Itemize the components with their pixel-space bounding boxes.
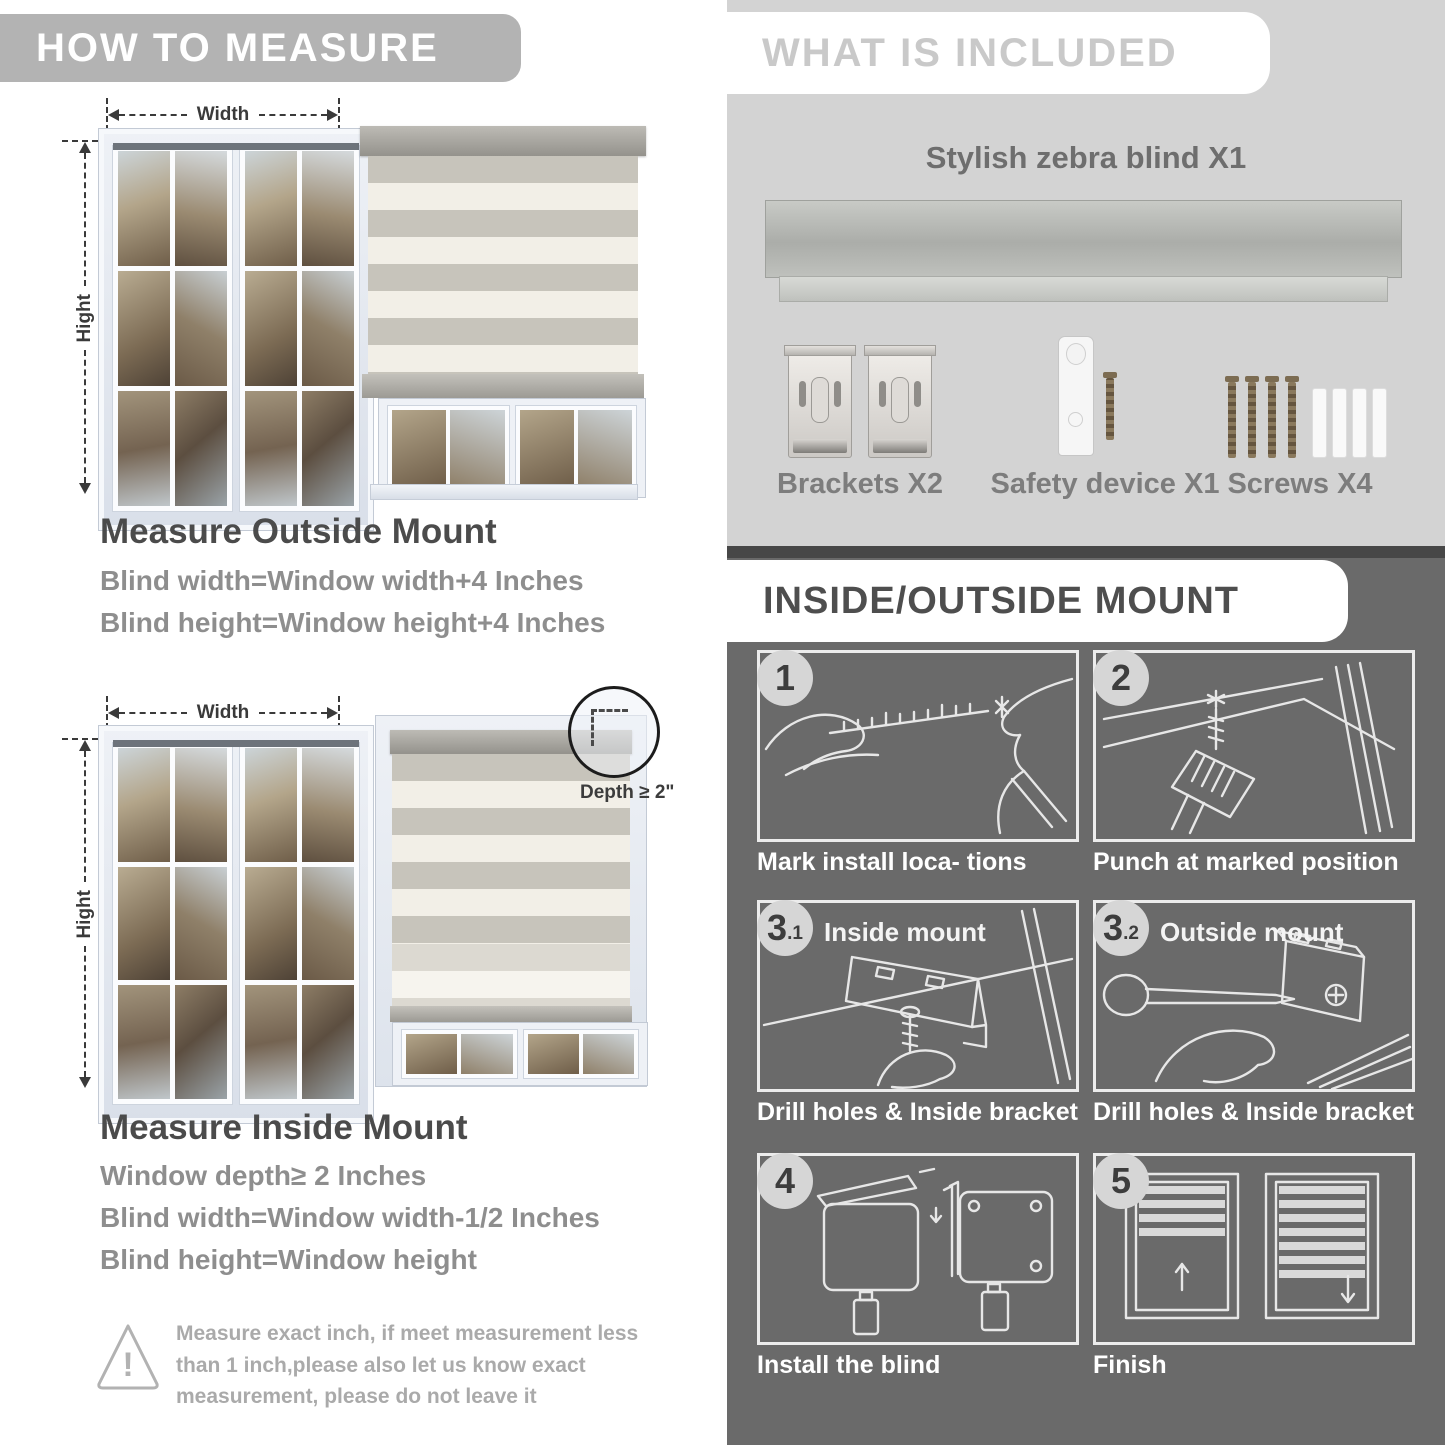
step-4-badge: 4 [757, 1153, 813, 1209]
step-3-1-caption: Drill holes & Inside bracket [757, 1098, 1078, 1126]
step-1-badge: 1 [757, 650, 813, 706]
width-label: Width [196, 702, 250, 723]
bracket-icon [788, 350, 852, 458]
step-2-caption: Punch at marked position [1093, 848, 1399, 876]
wall-anchor-icon [1372, 388, 1387, 458]
screw-icon [1288, 382, 1296, 458]
outside-mount-line-1: Blind width=Window width+4 Inches [100, 565, 584, 596]
step-3-1-box [757, 900, 1079, 1092]
step-2-badge: 2 [1093, 650, 1149, 706]
screw-icon [1268, 382, 1276, 458]
what-is-included-header: WHAT IS INCLUDED [718, 12, 1270, 94]
inside-outside-mount-header: INSIDE/OUTSIDE MOUNT [727, 560, 1348, 642]
outside-mount-title: Measure Outside Mount [100, 512, 497, 551]
step-3-2-caption: Drill holes & Inside bracket [1093, 1098, 1414, 1126]
window-sash [387, 405, 510, 491]
step-1-caption: Mark install loca- tions [757, 848, 1027, 876]
window-head-strip [113, 740, 359, 747]
step-3-2-badge: 3 .2 [1093, 900, 1149, 956]
inside-mount-line-2: Blind width=Window width-1/2 Inches [100, 1202, 600, 1233]
outside-mount-line-2: Blind height=Window height+4 Inches [100, 607, 606, 638]
step-3-1-badge: 3 .1 [757, 900, 813, 956]
brackets-label: Brackets X2 [776, 468, 944, 500]
blind-headrail [360, 126, 646, 156]
step-3-1-tag: Inside mount [824, 917, 986, 947]
step-4-box [757, 1153, 1079, 1345]
mount-section-divider [727, 546, 1445, 558]
wall-anchor-icon [1352, 388, 1367, 458]
blind-bottom-rail [390, 1006, 632, 1022]
headrail-inner-bar [779, 276, 1388, 302]
headrail-product-image [765, 200, 1402, 278]
window-illustration-outside [98, 128, 374, 531]
depth-magnifier-circle [568, 686, 660, 778]
blind-fabric-sheer [392, 944, 630, 1006]
window-sash [239, 145, 360, 512]
step-5-box [1093, 1153, 1415, 1345]
warning-text: Measure exact inch, if meet measurement less than 1 inch,please also let us know exact measurement, please do not leave it [176, 1322, 639, 1408]
inside-mount-title: Measure Inside Mount [100, 1108, 468, 1147]
window-illustration-inside [98, 725, 374, 1124]
window-sash [112, 145, 233, 512]
inside-mount-line-3: Blind height=Window height [100, 1244, 477, 1275]
depth-corner-detail [591, 709, 628, 746]
wall-anchor-icon [1332, 388, 1347, 458]
window-head-strip [113, 143, 359, 150]
height-label: Hight [74, 889, 95, 939]
height-measure-arrow [74, 142, 96, 494]
step-3-2-box [1093, 900, 1415, 1092]
step-5-caption: Finish [1093, 1351, 1167, 1379]
safety-device-icon [1058, 336, 1094, 456]
inside-mount-line-1: Window depth≥ 2 Inches [100, 1160, 427, 1191]
height-label: Hight [74, 293, 95, 343]
safety-device-label: Safety device X1 [990, 468, 1220, 500]
wall-anchor-icon [1312, 388, 1327, 458]
product-label: Stylish zebra blind X1 [925, 140, 1247, 175]
screw-icon [1248, 382, 1256, 458]
blind-fabric-stripes [368, 156, 638, 374]
width-measure-arrow [108, 104, 338, 126]
window-sash [401, 1029, 518, 1079]
blind-bottom-rail [362, 374, 644, 398]
step-1-box [757, 650, 1079, 842]
step-5-badge: 5 [1093, 1153, 1149, 1209]
height-measure-arrow [74, 740, 96, 1088]
window-sash [523, 1029, 640, 1079]
screws-label: Screws X4 [1227, 468, 1373, 500]
depth-label: Depth ≥ 2" [580, 782, 675, 803]
warning-icon [95, 1320, 161, 1392]
bracket-icon [868, 350, 932, 458]
window-sash [112, 742, 233, 1105]
window-sash [515, 405, 638, 491]
how-to-measure-header: HOW TO MEASURE [0, 14, 521, 82]
window-sash [239, 742, 360, 1105]
step-2-box [1093, 650, 1415, 842]
window-sill [370, 484, 638, 500]
width-measure-arrow [108, 702, 338, 724]
step-4-caption: Install the blind [757, 1351, 941, 1379]
svg-text:!: ! [122, 1346, 134, 1384]
screw-icon [1106, 378, 1114, 440]
width-label: Width [196, 104, 250, 125]
zebra-blind-outside-illustration [360, 126, 646, 502]
step-3-2-tag: Outside mount [1160, 917, 1344, 947]
window-below-blind [392, 1022, 648, 1086]
window-below-blind [378, 398, 646, 498]
screw-icon [1228, 382, 1236, 458]
